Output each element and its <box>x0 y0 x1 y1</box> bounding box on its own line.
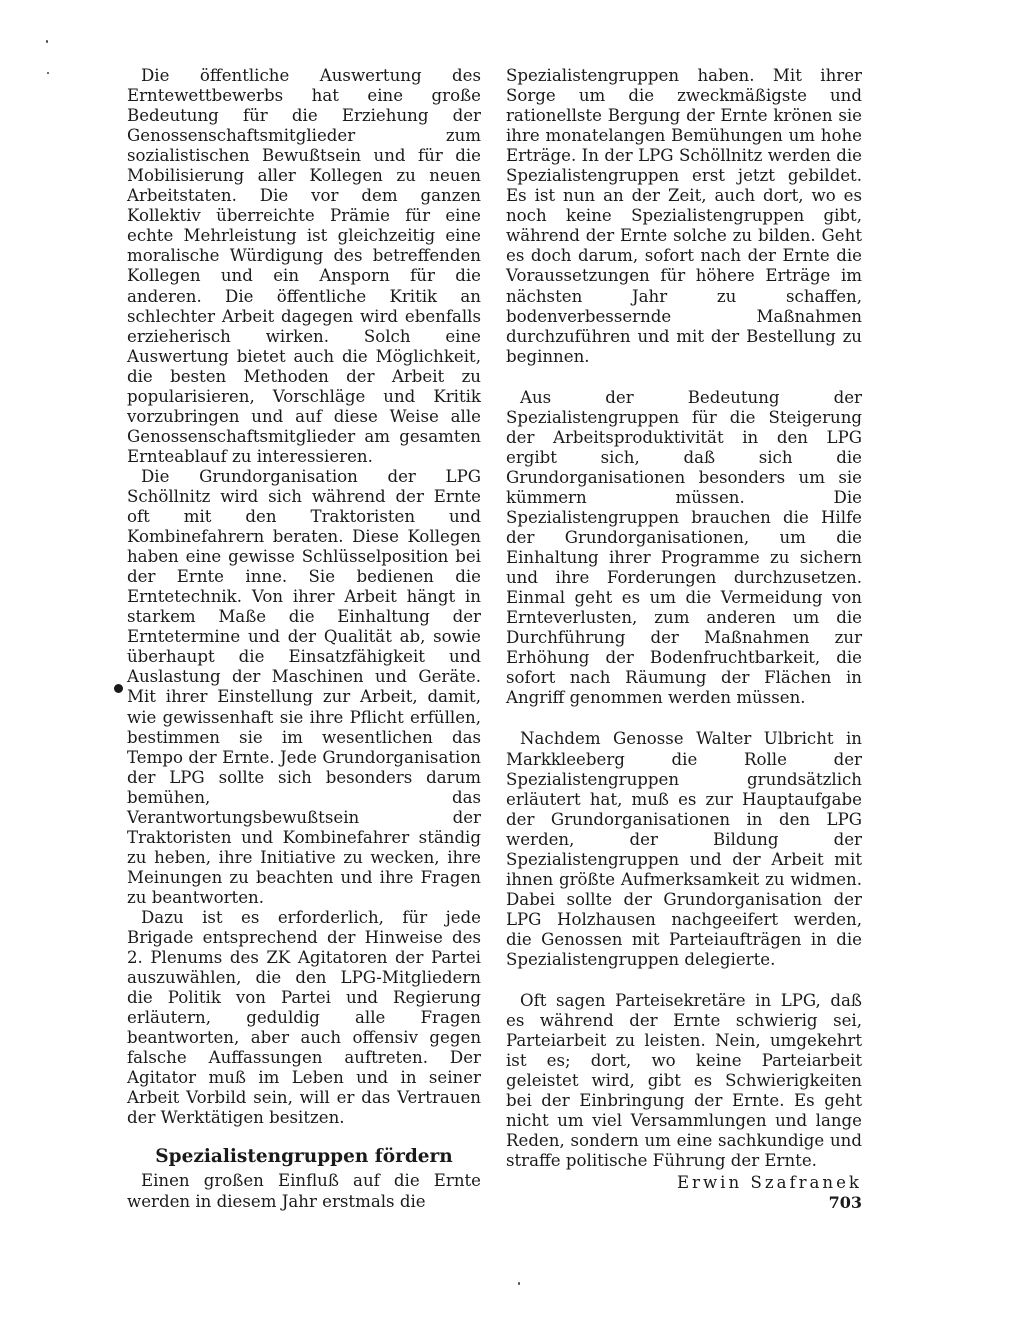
paragraph: Nachdem Genosse Walter Ulbricht in Markkleeberg die Rolle der Spezialistengruppen grundsätzlich erläutert hat, muß es zur Hauptaufgabe der Grundorganisationen in den LPG werden, der Bildung der Spezialistengruppen und der Arbeit mit ihnen größte Aufmerksamkeit zu widmen. Dabei sollte der Grundorganisation der LPG Holzhausen nachgeeifert werden, die Genossen mit Parteiaufträgen in die Spezialistengruppen delegierte. <box>506 729 862 969</box>
scan-speck <box>46 40 48 43</box>
page-number: 703 <box>828 1193 862 1212</box>
author-signature: Erwin Szafranek <box>676 1173 862 1193</box>
paragraph: Aus der Bedeutung der Spezialistengruppen für die Steigerung der Arbeitsproduktivität in den LPG ergibt sich, daß sich die Grundorganisationen besonders um sie kümmern müssen. Die Spezialistengruppen brauchen die Hilfe der Grundorganisationen, um die Einhaltung ihrer Programme zu sichern und ihre Forderungen durchzusetzen. Einmal geht es um die Vermeidung von Ernteverlusten, zum anderen um die Durchführung der Maßnahmen zur Erhöhung der Bodenfruchtbarkeit, die sofort nach Räumung der Flächen in Angriff genommen werden müssen. <box>506 387 862 708</box>
paragraph: Einen großen Einfluß auf die Ernte werden in diesem Jahr erstmals die <box>127 1171 481 1211</box>
scan-speck <box>47 72 49 74</box>
paragraph: Spezialistengruppen haben. Mit ihrer Sorge um die zweckmäßigste und rationellste Bergung der Ernte krönen sie ihre monatelangen Bemühungen um hohe Erträge. In der LPG Schöllnitz werden die Spezialistengruppen erst jetzt gebildet. Es ist nun an der Zeit, auch dort, wo es noch keine Spezialistengruppen gibt, während der Ernte solche zu bilden. Geht es doch darum, sofort nach der Ernte die Voraussetzungen für höhere Erträge im nächsten Jahr zu schaffen, bodenverbessernde Maßnahmen durchzuführen und mit der Bestellung zu beginnen. <box>506 66 862 366</box>
paragraph: Dazu ist es erforderlich, für jede Brigade entsprechend der Hinweise des 2. Plenums des ZK Agitatoren der Partei auszuwählen, die den LPG-Mitgliedern die Politik von Partei und Regierung erläutern, geduldig alle Fragen beantworten, aber auch offensiv gegen falsche Auffassungen auftreten. Der Agitator muß im Leben und in seiner Arbeit Vorbild sein, will er das Vertrauen der Werktätigen besitzen. <box>127 907 481 1128</box>
margin-dot-mark <box>114 684 123 693</box>
scan-speck <box>518 1282 520 1285</box>
paragraph: Oft sagen Parteisekretäre in LPG, daß es während der Ernte schwierig sei, Parteiarbeit zu leisten. Nein, umgekehrt ist es; dort, wo keine Parteiarbeit geleistet wird, gibt es Schwierigkeiten bei der Einbringung der Ernte. Es geht nicht um viel Versammlungen und lange Reden, sondern um eine sachkundige und straffe politische Führung der Ernte. <box>506 991 862 1171</box>
left-column <box>127 66 481 1212</box>
right-column <box>506 66 862 1193</box>
paragraph: Die öffentliche Auswertung des Erntewettbewerbs hat eine große Bedeutung für die Erziehung der Genossenschaftsmitglieder zum sozialistischen Bewußtsein und für die Mobilisierung aller Kollegen zu neuen Arbeitstaten. Die vor dem ganzen Kollektiv überreichte Prämie für eine echte Mehrleistung ist gleichzeitig eine moralische Würdigung des betreffenden Kollegen und ein Ansporn für die anderen. Die öffentliche Kritik an schlechter Arbeit dagegen wird ebenfalls erzieherisch wirken. Solch eine Auswertung bietet auch die Möglichkeit, die besten Methoden der Arbeit zu popularisieren, Vorschläge und Kritik vorzubringen und auf diese Weise alle Genossenschaftsmitglieder am gesamten Ernteablauf zu interessieren. <box>127 66 481 466</box>
paragraph: Die Grundorganisation der LPG Schöllnitz wird sich während der Ernte oft mit den Traktoristen und Kombinefahrern beraten. Diese Kollegen haben eine gewisse Schlüsselposition bei der Ernte inne. Sie bedienen die Erntetechnik. Von ihrer Arbeit hängt in starkem Maße die Einhaltung der Erntetermine und der Qualität ab, sowie überhaupt die Einsatzfähigkeit und Auslastung der Maschinen und Geräte. Mit ihrer Einstellung zur Arbeit, damit, wie gewissenhaft sie ihre Pflicht erfüllen, bestimmen sie im wesentlichen das Tempo der Ernte. Jede Grundorganisation der LPG sollte sich besonders darum bemühen, das Verantwortungsbewußtsein der Traktoristen und Kombinefahrer ständig zu heben, ihre Initiative zu wecken, ihre Meinungen zu beachten und ihre Fragen zu beantworten. <box>127 466 481 907</box>
section-heading: Spezialistengruppen fördern <box>155 1146 453 1168</box>
